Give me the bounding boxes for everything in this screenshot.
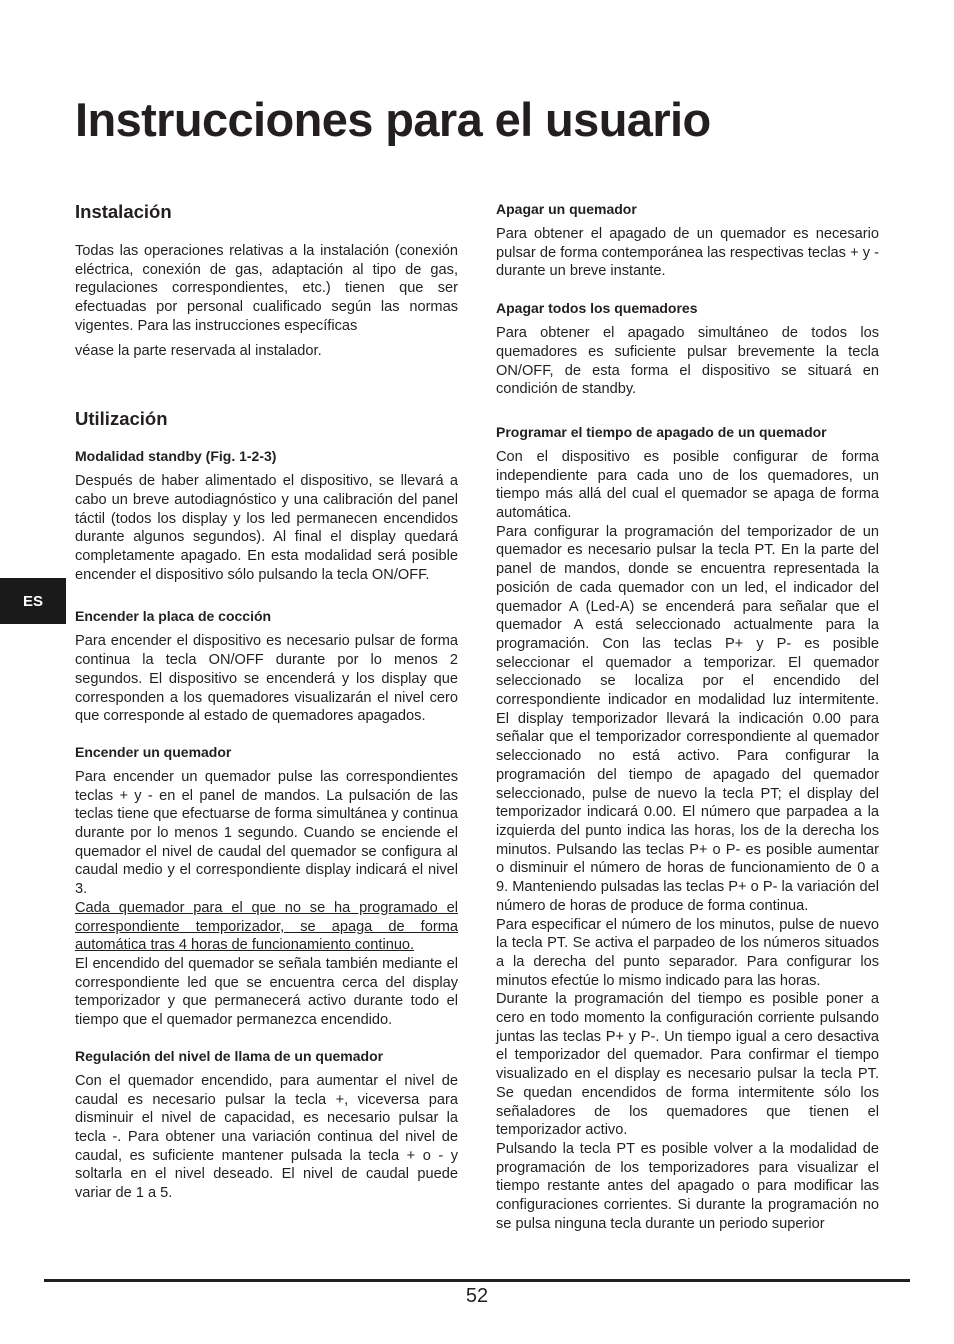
burner-on-heading: Encender un quemador bbox=[75, 743, 232, 760]
standby-text: Después de haber alimentado el dispositivo, se llevará a cabo un breve autodiagnóstico y una calibración del panel táctil (todos los display y los led permanecen encendidos durante algunos segundos). Al final el display quedará completamente apagado. En esta modalidad será posible encender el dispositivo sólo pulsando la tecla ON/OFF. bbox=[75, 473, 458, 583]
installation-text-end: véase la parte reservada al instalador. bbox=[75, 342, 322, 359]
all-off-text: Para obtener el apagado simultáneo de todos los quemadores es suficiente pulsar brevemente la tecla ON/OFF, de esta forma el dispositivo se situará en condición de standby. bbox=[496, 325, 879, 398]
hob-on-heading: Encender la placa de cocción bbox=[75, 608, 272, 625]
burner-off-heading: Apagar un quemador bbox=[496, 201, 637, 217]
all-off-heading: Apagar todos los quemadores bbox=[496, 300, 698, 317]
right-column bbox=[496, 200, 879, 1233]
burner-off-text: Para obtener el apagado de un quemador es necesario pulsar de forma contemporánea las respectivas teclas + y - durante un breve instante. bbox=[496, 226, 879, 280]
footer-rule bbox=[44, 1279, 910, 1282]
timer-text-4: Durante la programación del tiempo es posible poner a cero en todo momento la configuración corriente pulsando juntas las teclas P+ y P-. Un tiempo igual a cero desactiva el temporizador del quemador. Para confirmar el tiempo visualizado en el display es necesario pulsar la tecla PT. Se quedan encendidos de forma intermitente sólo los señaladores de los quemadores que tienen el temporizador activo. bbox=[496, 991, 879, 1139]
page-number: 52 bbox=[465, 1285, 489, 1307]
timer-text-2: Para configurar la programación del temporizador de un quemador es necesario pulsar la tecla PT. En la parte del panel de mandos, donde se encuentra representada la posición de cada quemador con un led, el indicador del quemador A (Led-A) se encenderá para señalar que el quemador A está seleccionado actualmente para la programación. Con las teclas P+ y P- es posible seleccionar el quemador a temporizar. El quemador seleccionado se localiza por el encendido del correspondiente indicador en modalidad luz intermitente. El display temporizador llevará la indicación 0.00 para señalar que el temporizador correspondiente al quemador seleccionado no está activo. Para configurar la programación del tiempo de apagado del quemador seleccionado, pulse de nuevo la tecla PT; el display del temporizador indicará 0.00. El número que parpadea a la izquierda del punto indica las horas, los de la derecha los minutos. Pulsando las teclas P+ o P- es posible aumentar o disminuir el número de horas de funcionamiento de 0 a 9. Manteniendo pulsadas las teclas P+ o P- la variación del número de horas de produce de forma continua. bbox=[496, 523, 879, 914]
burner-on-led-text: El encendido del quemador se señala también mediante el correspondiente led que se encuentra cerca del display temporizador y que permanecerá activo durante todo el tiempo que el quemador permanezca encendido. bbox=[75, 955, 458, 1029]
burner-on-text: Para encender un quemador pulse las correspondientes teclas + y - en el panel de mandos. La pulsación de las teclas tiene que efectuarse de forma simultánea y continua durante por lo menos 1 segundo. Cuando se enciende el quemador el nivel de caudal del quemador se configura al caudal medio y el correspondiente display indicará el nivel 3. bbox=[75, 768, 458, 898]
flame-level-text: Con el quemador encendido, para aumentar el nivel de caudal es necesario pulsar la tecla +, viceversa para disminuir el nivel de capacidad, es necesario pulsar la tecla -. Para obtener una variación continua del nivel de caudal, es suficiente mantener pulsada la tecla + o - y soltarla en el nivel deseado. El nivel de caudal puede variar de 1 a 5. bbox=[75, 1072, 458, 1202]
usage-heading: Utilización bbox=[75, 408, 168, 430]
timer-text-1: Con el dispositivo es posible configurar de forma independiente para cada uno de los quemadores, un tiempo más allá del cual el quemador se apaga de forma automática. bbox=[496, 448, 879, 522]
left-column bbox=[75, 200, 458, 1203]
installation-text: Todas las operaciones relativas a la instalación (conexión eléctrica, conexión de gas, adaptación al tipo de gas, regulaciones correspondientes, etc.) tienen que ser efectuadas por personal cualificado según las normas vigentes. Para las instrucciones específicas bbox=[75, 243, 458, 334]
timer-text-5: Pulsando la tecla PT es posible volver a la modalidad de programación de los temporizadores para visualizar el tiempo restante antes del apagado o para modificar las configuraciones corrientes. Si durante la programación no se pulsa ninguna tecla durante un periodo superior bbox=[496, 1140, 879, 1232]
hob-on-text: Para encender el dispositivo es necesario pulsar de forma continua la tecla ON/OFF durante por lo menos 2 segundos. El dispositivo se encenderá y los display que corresponden a los quemadores visualizarán el nivel cero que corresponde al estado de quemadores apagados. bbox=[75, 633, 458, 725]
timer-heading: Programar el tiempo de apagado de un quemador bbox=[496, 423, 827, 440]
timer-text-3: Para especificar el número de los minutos, pulse de nuevo la tecla PT. Se activa el parpadeo de los números situados a la derecha del punto separador. Para configurar los minutos efectúe lo mismo indicado para las horas. bbox=[496, 916, 879, 989]
installation-heading: Instalación bbox=[75, 201, 172, 222]
flame-level-heading: Regulación del nivel de llama de un quemador bbox=[75, 1047, 384, 1064]
language-tab: ES bbox=[0, 578, 66, 624]
standby-heading: Modalidad standby (Fig. 1-2-3) bbox=[75, 448, 277, 465]
page-title: Instrucciones para el usuario bbox=[75, 93, 711, 146]
burner-on-warning: Cada quemador para el que no se ha programado el correspondiente temporizador, se apaga de forma automática tras 4 horas de funcionamiento continuo. bbox=[75, 899, 458, 954]
